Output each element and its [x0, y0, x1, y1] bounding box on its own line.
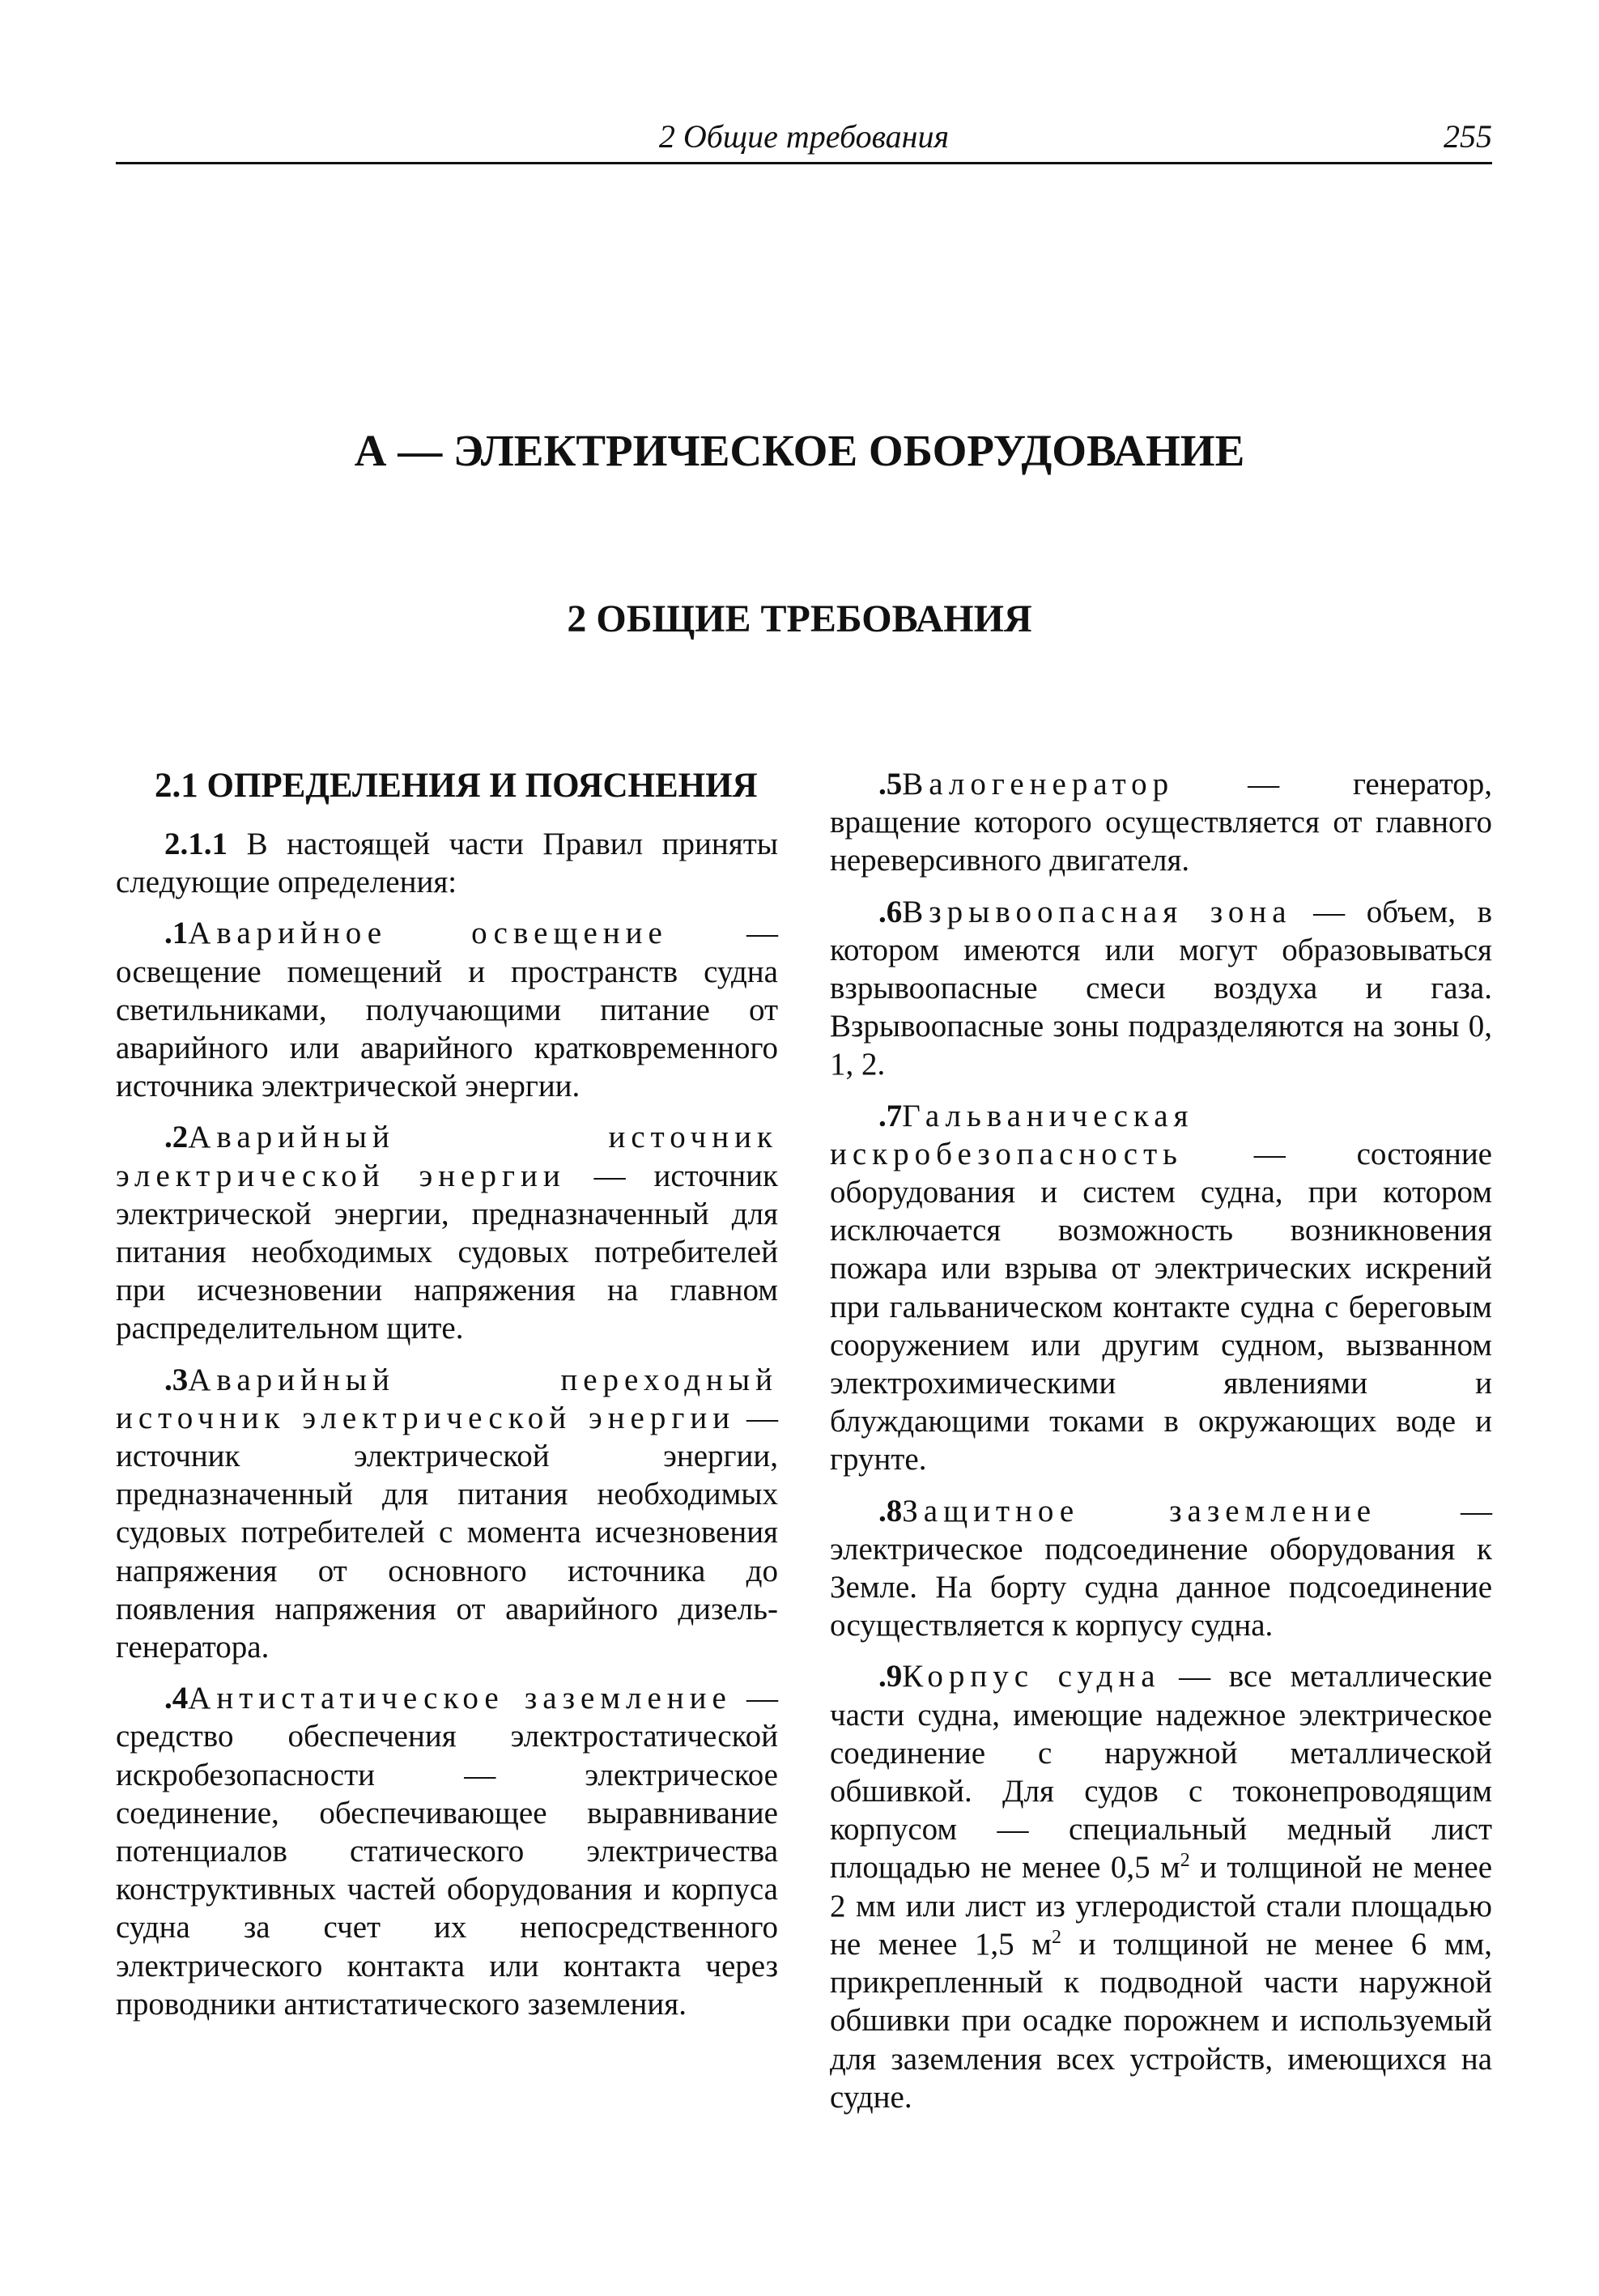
definition-item — [116, 1118, 778, 1347]
left-column — [116, 765, 778, 2036]
definition-term: Аварийное освещение — [188, 916, 668, 951]
definition-number: .9 — [878, 1659, 903, 1694]
definition-term: Защитное заземление — [902, 1493, 1377, 1529]
definition-item — [116, 1679, 778, 2023]
intro-text: В настоящей части Правил приняты следующие определения: — [116, 827, 778, 900]
superscript: 2 — [1180, 1850, 1190, 1872]
definition-number: .8 — [878, 1493, 903, 1529]
definition-text: — источник электрической энергии, предназначенный для питания необходимых судовых потребителей при исчезновении напряжения на главном распределительном щите. — [116, 1158, 778, 1346]
definition-term: Взрывоопасная зона — [902, 894, 1292, 929]
definition-number: .6 — [878, 894, 903, 929]
definition-text: и толщиной не менее 2 мм или лист из углеродистой стали площадью не менее 1,5 м — [830, 1850, 1492, 1962]
definition-number: .3 — [164, 1362, 189, 1397]
definition-number: .5 — [878, 767, 903, 801]
definition-item — [116, 914, 778, 1105]
running-title: 2 Общие требования — [658, 118, 950, 155]
definition-number: .4 — [164, 1681, 189, 1716]
definition-number: .7 — [878, 1098, 903, 1133]
definition-number: .2 — [164, 1120, 189, 1155]
definition-text: — все металлические части судна, имеющие надежное электрическое соединение с наружной металлической обшивкой. Для судов с токонепроводящим корпусом — специальный медный лист площадью не менее 0,5 м — [830, 1659, 1492, 1886]
definition-item — [116, 1361, 778, 1667]
definition-item — [830, 893, 1492, 1084]
definition-text: — электрическое подсоединение оборудования к Земле. На борту судна данное подсоединение осуществляется к корпусу судна. — [830, 1493, 1493, 1643]
definition-item — [830, 1097, 1492, 1479]
definition-term: Аварийный переходный источник электрической энергии — [116, 1362, 778, 1435]
definition-item — [830, 1657, 1492, 2115]
section-heading: 2.1 ОПРЕДЕЛЕНИЯ И ПОЯСНЕНИЯ — [155, 767, 758, 805]
definition-term: Валогенератор — [902, 767, 1175, 801]
right-column — [830, 765, 1492, 2129]
intro-number: 2.1.1 — [164, 827, 228, 861]
part-title: А — ЭЛЕКТРИЧЕСКОЕ ОБОРУДОВАНИЕ — [354, 426, 1245, 475]
definition-text: — состояние оборудования и систем судна, при котором исключается возможность возникновения пожара или взрыва от электрических искрений при гальваническом контакте судна с береговым сооружением или другим судном, вызванном электрохимическими явлениями и блуждающими токами в окружающих воде и грунте. — [830, 1136, 1492, 1478]
definition-text: — объем, в котором имеются или могут образовываться взрывоопасные смеси воздуха и газа. Взрывоопасные зоны подразделяются на зоны 0, 1, 2. — [830, 894, 1492, 1082]
running-header — [116, 113, 1492, 164]
definition-item — [830, 765, 1492, 880]
definition-text: — средство обеспечения электростатической искробезопасности — электрическое соединение, обеспечивающее выравнивание потенциалов статического электричества конструктивных частей оборудования и корпуса судна за счет их непосредственного электрического контакта или контакта через проводники антистатического заземления. — [116, 1681, 779, 2022]
definition-item — [830, 1492, 1492, 1645]
definition-term: Гальваническая искробезопасность — [830, 1098, 1194, 1171]
chapter-title: 2 ОБЩИЕ ТРЕБОВАНИЯ — [567, 597, 1032, 640]
definition-text: и толщиной не менее 6 мм, прикрепленный к подводной части наружной обшивки при осадке порожнем и используемый для заземления всех устройств, имеющихся на судне. — [830, 1926, 1493, 2115]
definition-term: Аварийный источник электрической энергии — [116, 1120, 778, 1193]
definition-number: .1 — [164, 916, 189, 951]
page-number: 255 — [1444, 118, 1492, 155]
definition-text: — освещение помещений и пространств судна светильниками, получающими питание от аварийного или аварийного кратковременного источника электрической энергии. — [116, 916, 778, 1104]
definition-text: — генератор, вращение которого осуществляется от главного нереверсивного двигателя. — [830, 767, 1492, 878]
definition-term: Антистатическое заземление — [188, 1681, 732, 1716]
definition-term: Корпус судна — [902, 1659, 1161, 1694]
superscript: 2 — [1051, 1926, 1061, 1948]
definition-text: — источник электрической энергии, предназначенный для питания необходимых судовых потребителей с момента исчезновения напряжения от основного источника до появления напряжения от аварийного дизель-генератора. — [116, 1400, 778, 1665]
intro-paragraph — [116, 825, 778, 901]
